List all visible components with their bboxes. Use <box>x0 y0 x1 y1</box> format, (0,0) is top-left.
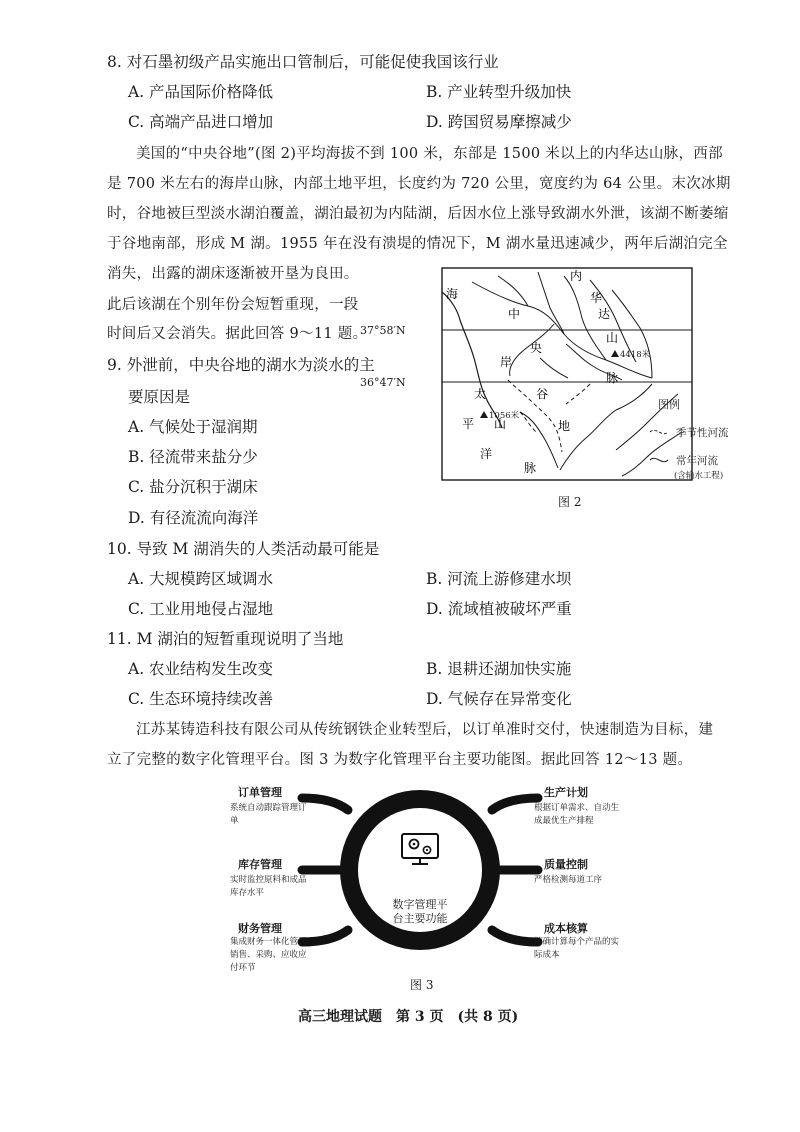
q11-option-d[interactable]: D. 气候存在异常变化 <box>426 690 572 708</box>
river-south-3 <box>622 432 682 476</box>
map-label-zhong: 中 <box>508 307 521 321</box>
q8-option-d[interactable]: D. 跨国贸易摩擦减少 <box>426 113 572 131</box>
map-label-di: 地 <box>558 419 571 433</box>
quality-control-desc: 严格检测每道工序 <box>534 875 603 885</box>
map-label-shan-west: 山 <box>494 417 507 431</box>
platform-center-line2: 台主要功能 <box>392 912 448 925</box>
peak-1056-label: 1056米 <box>489 411 520 421</box>
production-planning-desc: 根据订单需求、自动生成最优生产排程 <box>534 803 620 826</box>
map-label-an: 岸 <box>500 355 513 369</box>
map-label-mai-west: 脉 <box>524 461 537 475</box>
q10-option-d[interactable]: D. 流域植被破坏严重 <box>426 600 572 618</box>
river-south-4 <box>520 412 558 468</box>
passage1-line-5: 消失，出露的湖床逐渐被开垦为良田。 <box>107 266 359 282</box>
map-label-ping: 平 <box>462 417 475 431</box>
page-footer: 高三地理试题 第 3 页 (共 8 页) <box>298 1009 519 1025</box>
map-label-tai: 太 <box>474 387 487 401</box>
q8-option-c[interactable]: C. 高端产品进口增加 <box>128 113 274 131</box>
passage1-line-3: 时，谷地被巨型淡水湖泊覆盖，湖泊最初为内陆湖，后因水位上涨导致湖水外泄，该湖不断萎缩 <box>107 206 729 222</box>
figure-3-diagram <box>220 780 620 1000</box>
passage1-line-4: 于谷地南部，形成 M 湖。1955 年在没有溃堤的情况下，M 湖水量迅速减少，两年后湖泊完全 <box>107 236 728 252</box>
cost-accounting-title: 成本核算 <box>544 922 588 935</box>
order-management-title: 订单管理 <box>238 786 282 799</box>
q8-option-a[interactable]: A. 产品国际价格降低 <box>128 83 274 101</box>
q8-stem: 8. 对石墨初级产品实施出口管制后，可能促使我国该行业 <box>107 53 499 71</box>
q9-option-c[interactable]: C. 盐分沉积于湖床 <box>128 478 258 496</box>
q9-option-d[interactable]: D. 有径流流向海洋 <box>128 509 259 527</box>
river-trib-2 <box>538 272 564 334</box>
order-management-desc: 系统自动跟踪管理订单 <box>230 803 307 826</box>
q10-stem: 10. 导致 M 湖消失的人类活动最可能是 <box>107 540 380 558</box>
coastline <box>442 292 502 428</box>
q9-stem-line1: 9. 外泄前，中央谷地的湖水为淡水的主 <box>107 356 375 374</box>
figure-2-map <box>360 262 780 512</box>
map-label-shan-east: 山 <box>606 331 619 345</box>
river-trib-8 <box>540 358 568 378</box>
passage2-line-1: 江苏某铸造科技有限公司从传统钢铁企业转型后，以订单准时交付，快速制造为目标，建 <box>136 722 714 738</box>
peak-4418-marker <box>611 350 619 357</box>
q9-stem-line2: 要原因是 <box>128 388 191 406</box>
q8-option-b[interactable]: B. 产业转型升级加快 <box>426 83 572 101</box>
latitude-label-2: 36°47′N <box>360 376 406 389</box>
legend-perennial-symbol <box>650 458 668 461</box>
map-svg <box>360 262 780 512</box>
finance-management-title: 财务管理 <box>238 922 282 935</box>
q10-option-a[interactable]: A. 大规模跨区域调水 <box>128 570 274 588</box>
map-label-da: 达 <box>598 307 611 321</box>
finance-management-desc: 集成财务一体化管理销售、采购、应收应付环节 <box>230 937 307 973</box>
legend-perennial-label: 常年河流 <box>676 455 718 467</box>
inventory-management-title: 库存管理 <box>238 858 282 871</box>
passage1-line-7: 时间后又会消失。据此回答 9～11 题。 <box>107 326 368 342</box>
q9-option-a[interactable]: A. 气候处于湿润期 <box>128 418 258 436</box>
figure-3-caption: 图 3 <box>410 978 434 992</box>
q11-stem: 11. M 湖泊的短暂重现说明了当地 <box>107 630 344 648</box>
connector-cost <box>492 930 538 942</box>
q9-option-b[interactable]: B. 径流带来盐分少 <box>128 448 258 466</box>
passage1-line-1: 美国的“中央谷地”(图 2)平均海拔不到 100 米，东部是 1500 米以上的内华达山脉，西部 <box>136 146 723 162</box>
legend-seasonal-label: 季节性河流 <box>676 427 729 439</box>
passage1-line-2: 是 700 米左右的海岸山脉，内部土地平坦，长度约为 720 公里，宽度约为 64 公里。末次冰期 <box>107 176 731 192</box>
map-label-mai-east: 脉 <box>606 371 619 385</box>
map-label-gu: 谷 <box>536 387 549 401</box>
seasonal-river-3 <box>566 384 590 404</box>
q10-option-c[interactable]: C. 工业用地侵占湿地 <box>128 600 274 618</box>
legend-seasonal-symbol <box>650 430 668 433</box>
figure-2-caption: 图 2 <box>558 495 582 509</box>
passage1-line-6: 此后该湖在个别年份会短暂重现，一段 <box>107 297 359 313</box>
river-south-1 <box>560 384 652 470</box>
peak-1056-marker <box>480 411 488 418</box>
connector-production <box>492 798 538 810</box>
legend-title: 图例 <box>658 398 680 411</box>
q10-option-b[interactable]: B. 河流上游修建水坝 <box>426 570 572 588</box>
q11-option-b[interactable]: B. 退耕还湖加快实施 <box>426 660 572 678</box>
quality-control-title: 质量控制 <box>544 858 588 871</box>
cost-accounting-desc: 精确计算每个产品的实际成本 <box>534 937 620 960</box>
production-planning-title: 生产计划 <box>544 786 588 799</box>
map-label-yang: 洋 <box>480 447 493 461</box>
map-label-hua: 华 <box>590 291 603 305</box>
map-label-yang-central: 央 <box>530 341 543 355</box>
peak-4418-label: 4418米 <box>620 350 651 360</box>
q11-option-a[interactable]: A. 农业结构发生改变 <box>128 660 274 678</box>
latitude-label-1: 37°58′N <box>360 324 406 337</box>
map-label-hai: 海 <box>446 287 459 301</box>
legend-perennial-note: (含输水工程) <box>674 471 724 481</box>
passage2-line-2: 立了完整的数字化管理平台。图 3 为数字化管理平台主要功能图。据此回答 12～13 题。 <box>107 752 693 768</box>
inventory-management-desc: 实时监控原料和成品库存水平 <box>230 875 307 898</box>
platform-center-line1: 数字管理平 <box>392 898 448 911</box>
map-label-nei: 内 <box>570 269 583 283</box>
q11-option-c[interactable]: C. 生态环境持续改善 <box>128 690 274 708</box>
